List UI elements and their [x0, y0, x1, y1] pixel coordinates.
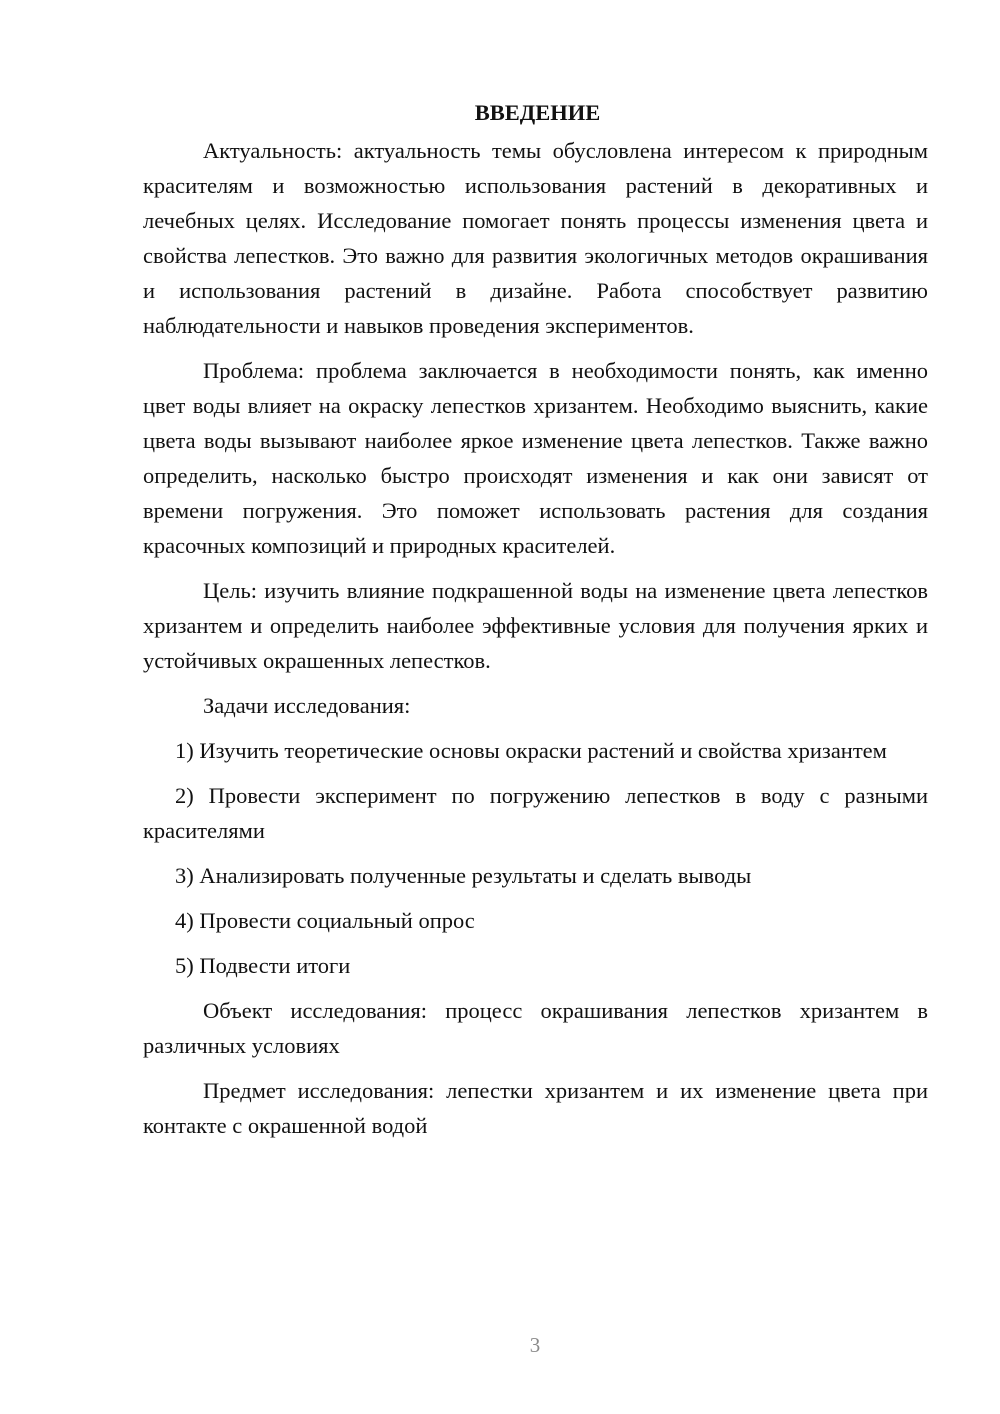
section-title: ВВЕДЕНИЕ	[474, 100, 601, 125]
research-subject-paragraph: Предмет исследования: лепестки хризантем и их изменение цвета при контакте с окрашенной водой	[143, 1078, 928, 1138]
page-number: 3	[529, 1333, 541, 1357]
task-item-5: 5) Подвести итоги	[175, 953, 351, 978]
tasks-heading: Задачи исследования:	[203, 693, 411, 718]
task-item-2: 2) Провести эксперимент по погружению лепестков в воду с разными красителями	[143, 783, 928, 843]
relevance-paragraph: Актуальность: актуальность темы обусловлена интересом к природным красителям и возможностью использования растений в декоративных и лечебных целях. Исследование помогает понять процессы изменения цвета и свойства лепестков. Это важно для развития экологичных методов окрашивания и использования растений в дизайне. Работа способствует развитию наблюдательности и навыков проведения экспериментов.	[143, 138, 928, 338]
problem-paragraph: Проблема: проблема заключается в необходимости понять, как именно цвет воды влияет на окраску лепестков хризантем. Необходимо выяснить, какие цвета воды вызывают наиболее яркое изменение цвета лепестков. Также важно определить, насколько быстро происходят изменения и как они зависят от времени погружения. Это поможет использовать растения для создания красочных композиций и природных красителей.	[143, 358, 928, 558]
task-item-4: 4) Провести социальный опрос	[175, 908, 475, 933]
goal-paragraph: Цель: изучить влияние подкрашенной воды на изменение цвета лепестков хризантем и определить наиболее эффективные условия для получения ярких и устойчивых окрашенных лепестков.	[143, 578, 928, 673]
research-object-paragraph: Объект исследования: процесс окрашивания лепестков хризантем в различных условиях	[143, 998, 928, 1058]
page-content	[143, 95, 928, 1153]
task-item-3: 3) Анализировать полученные результаты и сделать выводы	[175, 863, 752, 888]
task-item-1: 1) Изучить теоретические основы окраски растений и свойства хризантем	[175, 738, 887, 763]
